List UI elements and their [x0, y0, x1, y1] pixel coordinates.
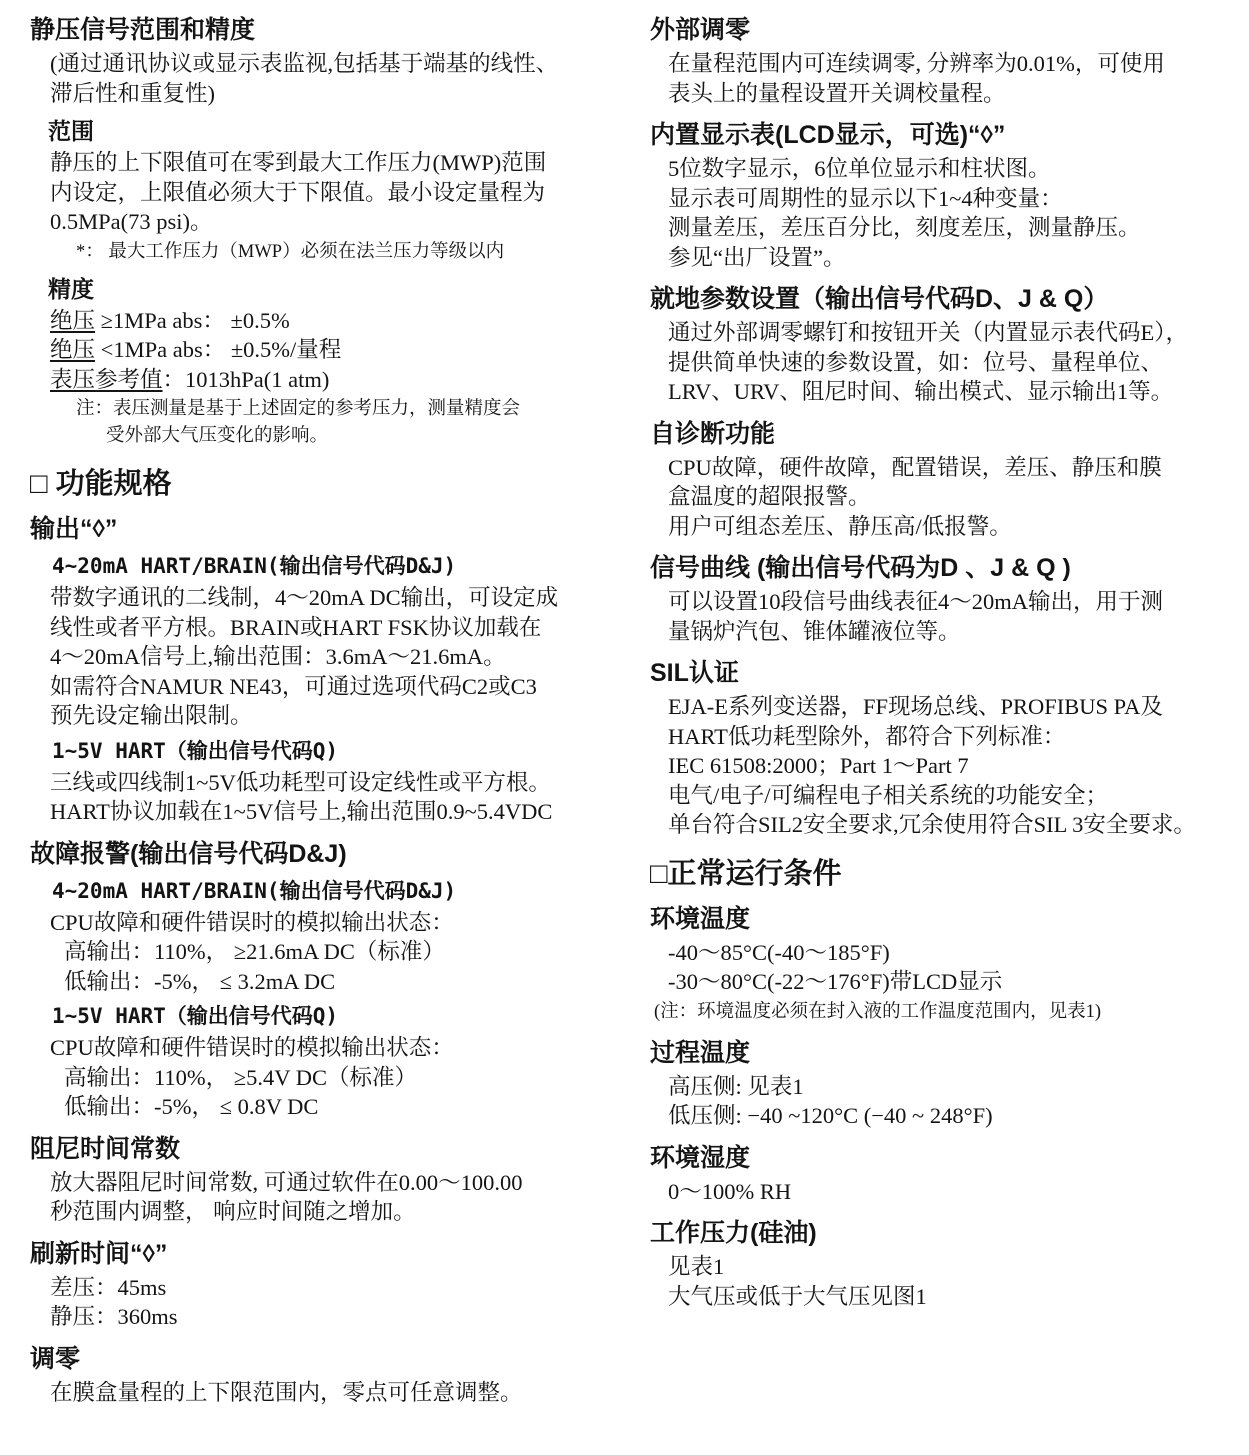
spec-heading	[650, 282, 1249, 316]
spec-text-block	[668, 1252, 1249, 1311]
spec-text-block	[668, 49, 1249, 108]
section-heading	[30, 466, 625, 502]
text-line: 低输出：-5%， ≤ 3.2mA DC	[64, 968, 336, 994]
text-line: (注：环境温度必须在封入液的工作温度范围内，见表1)	[654, 1001, 1102, 1022]
text-line: 刷新时间“◊”	[30, 1239, 168, 1268]
text-line: 内置显示表(LCD显示，可选)“◊”	[650, 121, 1006, 149]
text-line: 可以设置10段信号曲线表征4～20mA输出，用于测	[668, 589, 1164, 614]
signal-code-heading	[52, 736, 625, 766]
spec-heading	[650, 13, 1249, 47]
spec-heading	[30, 1237, 625, 1271]
spec-text-block	[50, 583, 625, 731]
text-line: 在量程范围内可连续调零, 分辨率为0.01%，可使用	[668, 51, 1165, 76]
text-line: 高压侧: 见表1	[668, 1073, 804, 1099]
text-line: 静压信号范围和精度	[30, 16, 256, 44]
text-line: -30～80°C(-22～176°F)带LCD显示	[668, 969, 1003, 994]
spec-heading	[30, 512, 625, 546]
text-line: 滞后性和重复性)	[50, 80, 215, 106]
spec-heading	[650, 902, 1249, 936]
spec-text-block	[50, 908, 625, 938]
spec-text-block	[50, 1033, 625, 1063]
text-line: 就地参数设置（输出信号代码D、J & Q）	[650, 285, 1109, 313]
underlined-term: 绝压	[50, 307, 96, 333]
text-line: 1~5V HART（输出信号代码Q)	[52, 738, 339, 763]
text-line: 高输出：110%， ≥5.4V DC（标准）	[64, 1064, 417, 1090]
text-line: 三线或四线制1~5V低功耗型可设定线性或平方根。	[50, 769, 551, 795]
spec-text-block	[668, 938, 1249, 997]
text-line: 5位数字显示，6位单位显示和柱状图。	[668, 156, 1051, 181]
spec-heading	[30, 13, 625, 47]
spec-text-block	[50, 1168, 625, 1227]
text-line: 精度	[48, 275, 94, 302]
spec-heading	[650, 1216, 1249, 1250]
spec-text-block	[668, 1072, 1249, 1131]
text-line: 4~20mA HART/BRAIN(输出信号代码D&J)	[52, 878, 457, 903]
footnote-block	[654, 999, 1249, 1026]
text-line: EJA-E系列变送器，FF现场总线、PROFIBUS PA及	[668, 694, 1163, 719]
text-line: 差压：45ms	[50, 1274, 167, 1300]
spec-heading	[650, 417, 1249, 451]
spec-subheading	[48, 274, 625, 304]
text-line: 参见“出厂设置”。	[668, 244, 846, 270]
text-line: 过程温度	[650, 1038, 751, 1067]
text-line: 量锅炉汽包、锥体罐液位等。	[668, 618, 961, 644]
spec-heading	[30, 1132, 625, 1166]
text-line: *： 最大工作压力（MWP）必须在法兰压力等级以内	[76, 241, 505, 262]
text-line: 0.5MPa(73 psi)。	[50, 209, 213, 234]
footnote-block	[76, 239, 625, 266]
text-line: 0～100% RH	[668, 1178, 792, 1204]
spec-text-block	[668, 587, 1249, 646]
text-line: 故障报警(输出信号代码D&J)	[30, 839, 347, 868]
text-line: 1~5V HART（输出信号代码Q)	[52, 1004, 339, 1028]
text-line: (通过通讯协议或显示表监视,包括基于端基的线性、	[50, 51, 559, 76]
text-segment: ≥1MPa abs： ±0.5%	[95, 307, 290, 333]
text-line: 注：表压测量是基于上述固定的参考压力，测量精度会	[76, 399, 521, 419]
spec-text-block	[668, 318, 1249, 407]
text-line: 预先设定输出限制。	[50, 703, 253, 728]
text-line: 4～20mA信号上,输出范围：3.6mA～21.6mA。	[50, 644, 506, 669]
text-line: 低压侧: −40 ~120°C (−40 ~ 248°F)	[668, 1103, 993, 1128]
text-line: 静压：360ms	[50, 1304, 178, 1329]
left-column	[30, 13, 625, 1407]
text-line: 盒温度的超限报警。	[668, 484, 871, 509]
text-line	[50, 335, 625, 365]
text-line: 见表1	[668, 1254, 725, 1279]
spec-text-block	[50, 768, 625, 827]
text-line: 范围	[48, 118, 94, 144]
text-line: 线性或者平方根。BRAIN或HART FSK协议加载在	[50, 614, 542, 640]
text-line: 静压的上下限值可在零到最大工作压力(MWP)范围	[50, 150, 547, 175]
spec-text-block	[668, 692, 1249, 840]
spec-text-block	[668, 154, 1249, 272]
text-line: 环境温度	[650, 904, 751, 933]
text-line: 测量差压，差压百分比，刻度差压，测量静压。	[668, 215, 1141, 240]
spec-heading	[650, 1036, 1249, 1070]
text-line: 输出“◊”	[30, 515, 118, 543]
text-line: 放大器阻尼时间常数, 可通过软件在0.00～100.00	[50, 1169, 523, 1195]
text-line: 用户可组态差压、静压高/低报警。	[668, 513, 1012, 539]
text-line: LRV、URV、阻尼时间、输出模式、显示输出1等。	[668, 379, 1174, 404]
text-line: 通过外部调零螺钉和按钮开关（内置显示表代码E），	[668, 320, 1188, 345]
text-line: -40～85°C(-40～185°F)	[668, 939, 890, 965]
footnote-block	[76, 396, 625, 450]
text-line: 阻尼时间常数	[30, 1134, 181, 1163]
text-line: 秒范围内调整， 响应时间随之增加。	[50, 1199, 416, 1224]
text-line: IEC 61508:2000；Part 1～Part 7	[668, 753, 969, 778]
text-line: □正常运行条件	[650, 857, 842, 890]
spec-value-block	[64, 937, 625, 996]
spec-text-block	[50, 1273, 625, 1332]
text-line: HART协议加载在1~5V信号上,输出范围0.9~5.4VDC	[50, 799, 553, 824]
spec-text-block	[50, 306, 625, 395]
text-line: CPU故障和硬件错误时的模拟输出状态：	[50, 1035, 454, 1060]
section-heading	[650, 856, 1249, 892]
right-column	[650, 13, 1249, 1311]
text-line: 高输出：110%， ≥21.6mA DC（标准）	[64, 939, 445, 964]
signal-code-heading	[52, 876, 625, 906]
signal-code-heading	[52, 551, 625, 581]
text-line: 外部调零	[650, 16, 751, 44]
text-segment: ：1013hPa(1 atm)	[162, 366, 330, 392]
spec-heading	[30, 1342, 625, 1376]
spec-text-block	[50, 148, 625, 237]
text-line: HART低功耗型除外，都符合下列标准：	[668, 723, 1066, 749]
text-line: 在膜盒量程的上下限范围内，零点可任意调整。	[50, 1379, 523, 1405]
spec-heading	[650, 656, 1249, 690]
text-line: CPU故障，硬件故障，配置错误，差压、静压和膜	[668, 454, 1162, 480]
text-line: 自诊断功能	[650, 419, 776, 448]
spec-heading	[650, 551, 1249, 585]
text-line: 大气压或低于大气压见图1	[668, 1283, 927, 1309]
spec-text-block	[50, 49, 625, 108]
underlined-term: 表压参考值	[50, 366, 163, 392]
text-line: 如需符合NAMUR NE43，可通过选项代码C2或C3	[50, 673, 537, 699]
text-line: 工作压力(硅油)	[650, 1219, 817, 1247]
spec-text-block	[50, 1378, 625, 1408]
text-line: 显示表可周期性的显示以下1~4种变量：	[668, 185, 1063, 211]
text-line: 表头上的量程设置开关调校量程。	[668, 80, 1006, 106]
text-segment: <1MPa abs： ±0.5%/量程	[95, 337, 342, 362]
text-line: CPU故障和硬件错误时的模拟输出状态：	[50, 909, 454, 935]
spec-text-block	[668, 1177, 1249, 1207]
spec-subheading	[48, 116, 625, 146]
signal-code-heading	[52, 1001, 625, 1031]
text-line: 带数字通讯的二线制，4～20mA DC输出，可设定成	[50, 585, 559, 610]
underlined-term: 绝压	[50, 337, 96, 362]
spec-heading	[650, 1141, 1249, 1175]
text-line: 低输出：-5%， ≤ 0.8V DC	[64, 1094, 319, 1119]
text-line	[50, 306, 625, 336]
text-line	[50, 365, 625, 395]
text-line: SIL认证	[650, 659, 739, 687]
text-line: □ 功能规格	[30, 468, 172, 500]
spec-heading	[650, 118, 1249, 152]
text-line: 受外部大气压变化的影响。	[106, 426, 329, 446]
text-line: 调零	[30, 1344, 81, 1373]
text-line: 4~20mA HART/BRAIN(输出信号代码D&J)	[52, 554, 457, 578]
spec-text-block	[668, 453, 1249, 542]
spec-heading	[30, 837, 625, 871]
text-line: 信号曲线 (输出信号代码为D 、J & Q )	[650, 554, 1071, 582]
text-line: 单台符合SIL2安全要求,冗余使用符合SIL 3安全要求。	[668, 812, 1196, 837]
text-line: 电气/电子/可编程电子相关系统的功能安全；	[668, 782, 1109, 808]
text-line: 提供简单快速的参数设置，如：位号、量程单位、	[668, 349, 1164, 375]
text-line: 内设定，上限值必须大于下限值。最小设定量程为	[50, 179, 546, 205]
text-line: 环境湿度	[650, 1143, 751, 1172]
spec-value-block	[64, 1063, 625, 1122]
